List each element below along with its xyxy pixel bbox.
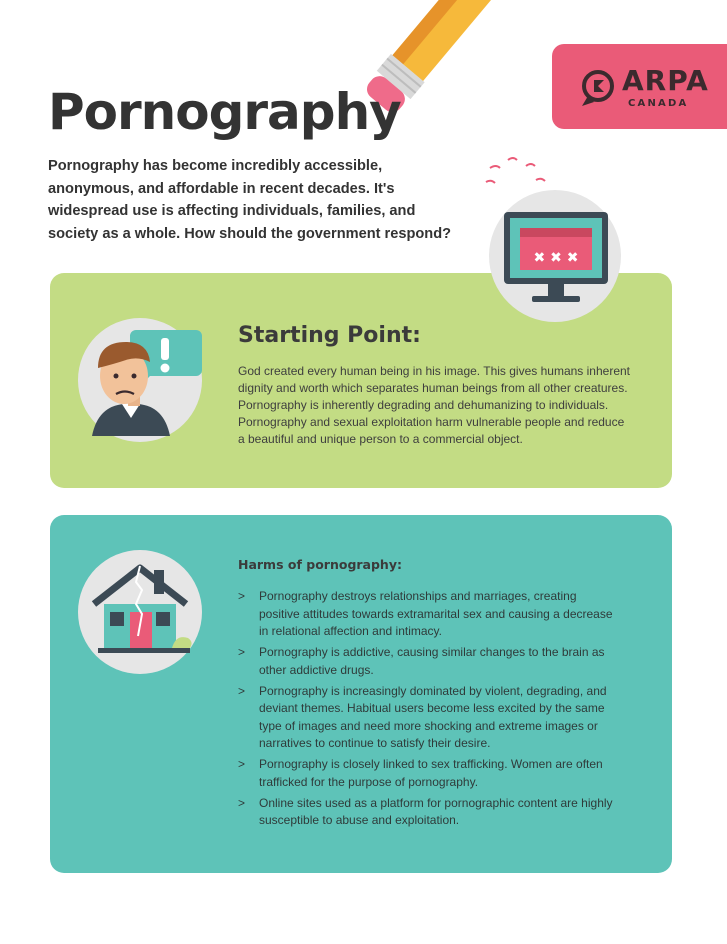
list-item — [238, 644, 618, 679]
list-item-text: Online sites used as a platform for pornographic content are highly susceptible to abuse and exploitation. — [259, 795, 613, 827]
monitor-warning-icon — [474, 184, 636, 334]
logo-subtitle: CANADA — [628, 98, 689, 109]
list-item-text: Pornography destroys relationships and marriages, creating positive attitudes towards extramarital sex and causing a decrease in relational affection and intimacy. — [259, 589, 613, 638]
list-item-text: Pornography is addictive, causing similar changes to the brain as other addictive drugs. — [259, 645, 605, 677]
list-item — [238, 756, 618, 791]
starting-point-heading: Starting Point: — [238, 323, 421, 348]
bullet-marker: > — [238, 757, 246, 771]
list-item — [238, 588, 618, 641]
bullet-marker: > — [238, 795, 246, 810]
starting-point-body: God created every human being in his image. This gives humans inherent dignity and worth which separates human beings from all other creatures. Pornography is inherently degrading and dehumanizing to individuals. Pornography and sexual exploitation harm vulnerable people and reduce a beautiful and unique person to a commercial object. — [238, 364, 630, 446]
bullet-marker: > — [238, 683, 246, 698]
list-item — [238, 683, 618, 753]
harms-list — [238, 588, 618, 833]
logo-wordmark: ARPA — [622, 64, 709, 97]
list-item-text: Pornography is closely linked to sex trafficking. Women are often trafficked for the purpose of pornography. — [259, 757, 603, 789]
worried-person-icon — [76, 316, 212, 446]
monitor-xxx-text: ✖ ✖ ✖ — [533, 250, 579, 266]
list-item-text: Pornography is increasingly dominated by violent, degrading, and deviant themes. Habitual users become less excited by the same type of images and need more shocking and extreme images or narratives to continue to satisfy their desire. — [259, 683, 607, 750]
harms-heading: Harms of pornography: — [238, 557, 402, 572]
intro-paragraph: Pornography has become incredibly accessible, anonymous, and affordable in recent decades. It's widespread use is affecting individuals, families, and society as a whole. How should the government respond? — [48, 158, 452, 242]
bullet-marker: > — [238, 645, 246, 659]
list-item — [238, 795, 618, 830]
arpa-logo-icon — [580, 66, 620, 110]
broken-house-icon — [76, 548, 212, 678]
page-title: Pornography — [48, 83, 401, 141]
bullet-marker: > — [238, 589, 246, 603]
